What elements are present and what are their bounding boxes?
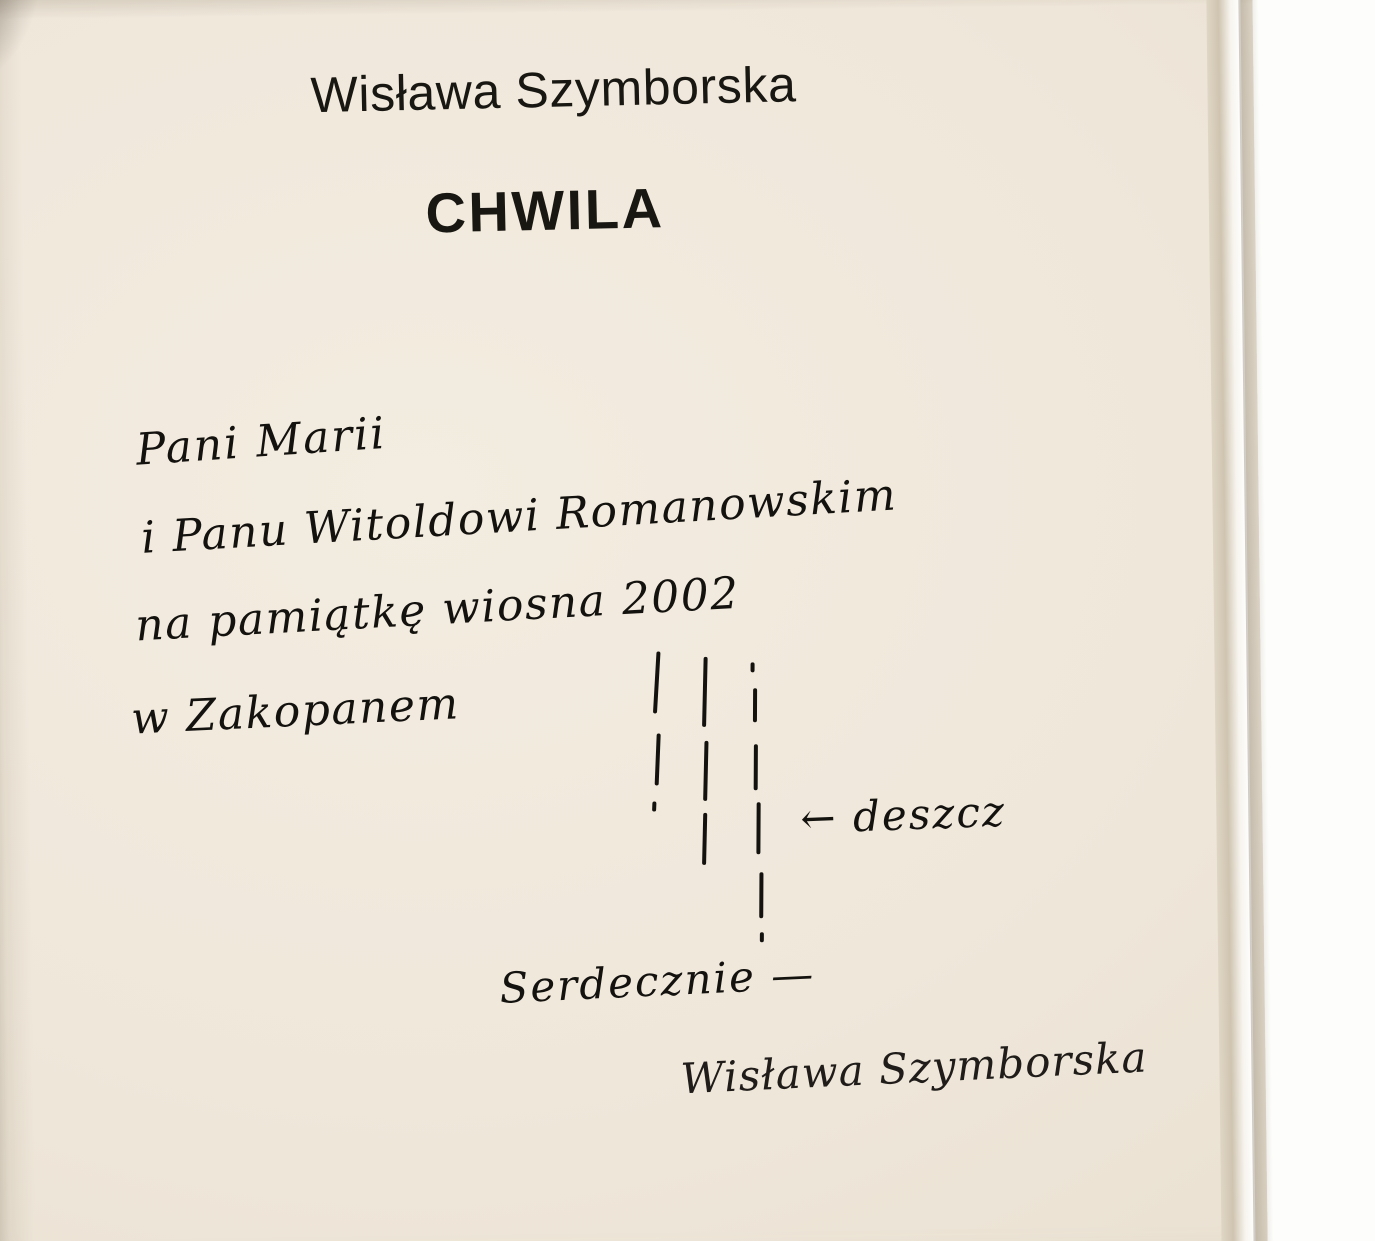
- inscription-line-2: i Panu Witoldowi Romanowskim: [139, 469, 899, 564]
- printed-book-title: CHWILA: [424, 176, 666, 245]
- annotation-label: deszcz: [852, 786, 1007, 842]
- inscription-closing: Serdecznie —: [498, 949, 817, 1013]
- rain-drawing: [610, 640, 814, 942]
- page-top-shading: [0, 0, 1252, 20]
- page-spine-shading: [0, 0, 36, 1241]
- inscription-annotation: [800, 787, 1007, 844]
- arrow-icon: ←: [799, 793, 839, 844]
- inscription-signature: Wisława Szymborska: [679, 1032, 1149, 1104]
- inscription-line-4: w Zakopanem: [130, 678, 461, 745]
- printed-author-name: Wisława Szymborska: [309, 56, 798, 124]
- inscription-line-3: na pamiątkę wiosna 2002: [133, 567, 741, 652]
- inscription-line-1: Pani Marii: [134, 407, 388, 476]
